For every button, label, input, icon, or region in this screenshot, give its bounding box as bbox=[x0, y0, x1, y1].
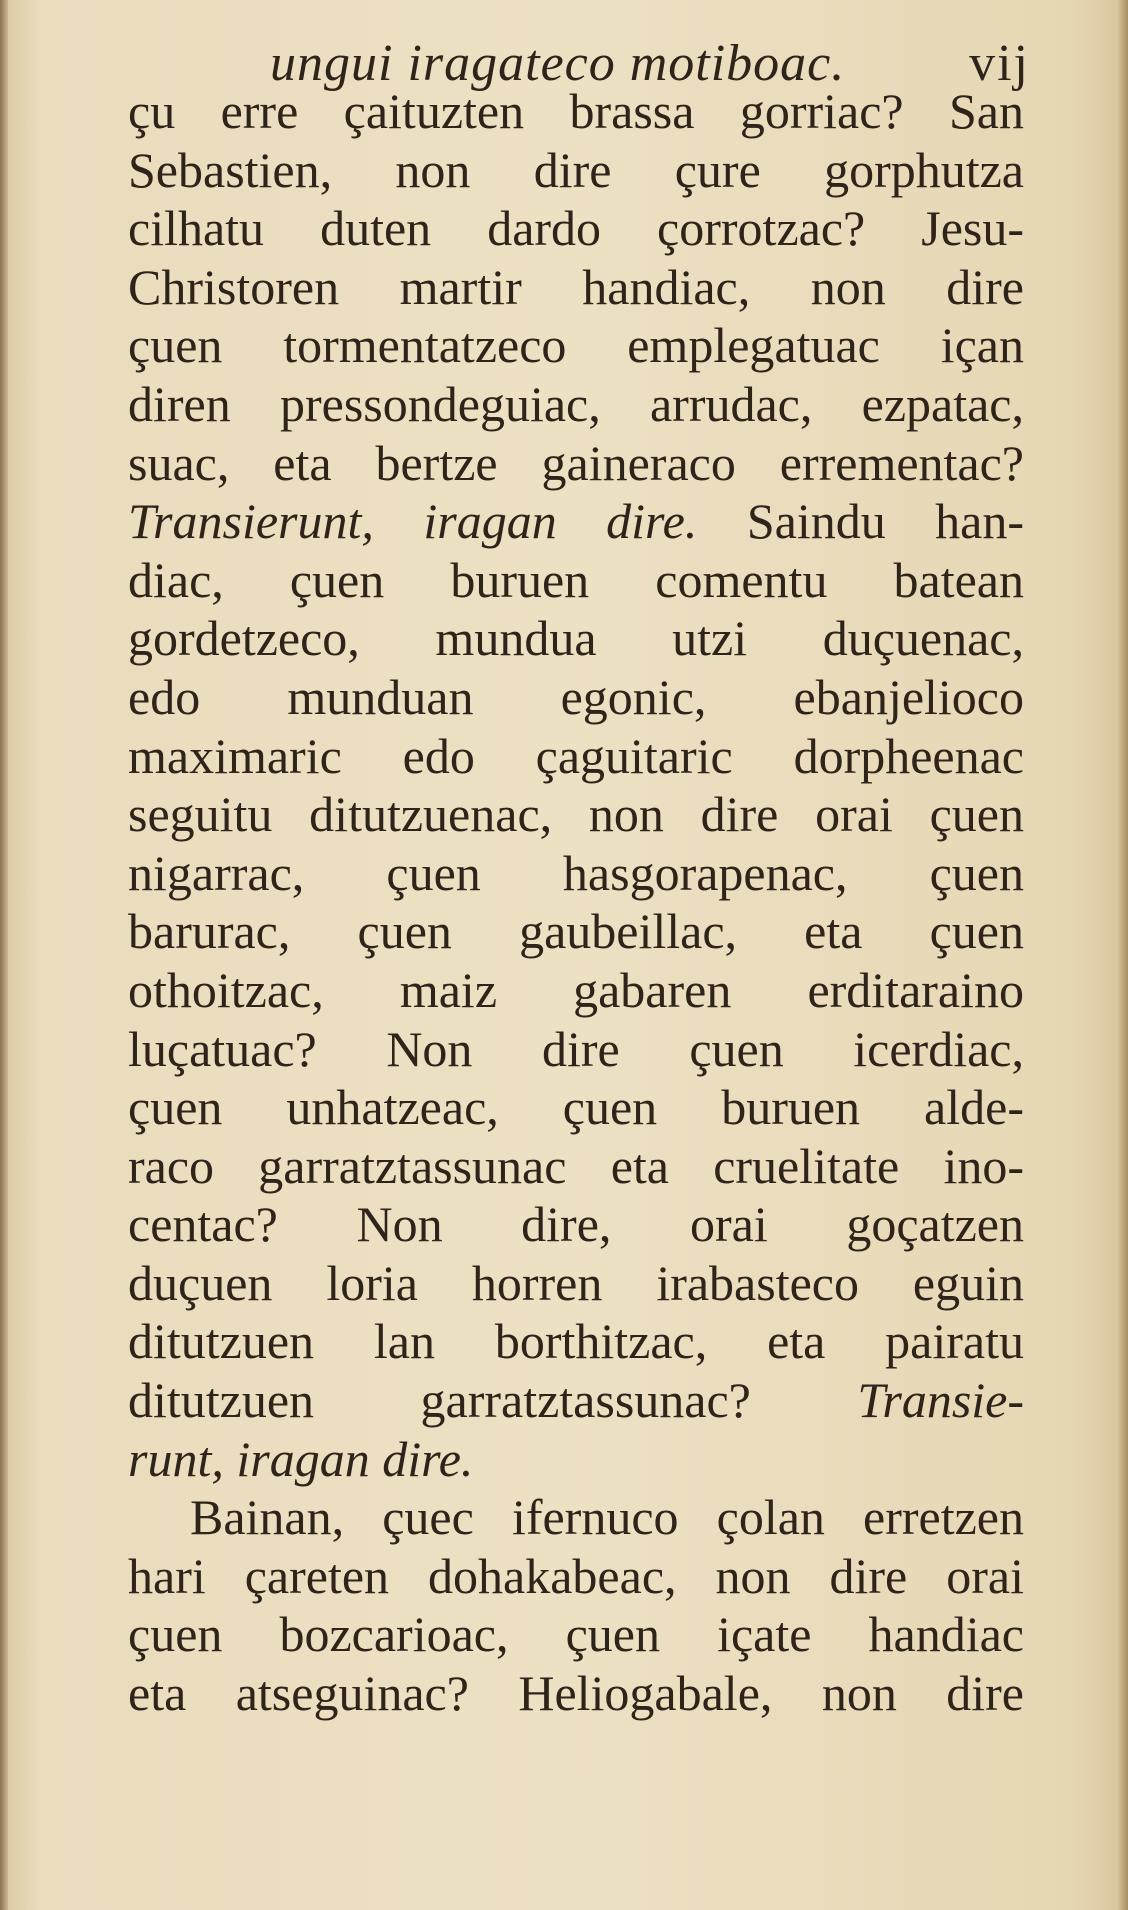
text-line: edo munduan egonic, ebanjelioco bbox=[128, 668, 1024, 725]
text-line: eta atseguinac? Heliogabale, non dire bbox=[128, 1665, 1024, 1722]
page-number: vij bbox=[969, 35, 1030, 92]
text-fragment: Saindu han- bbox=[746, 493, 1024, 550]
text-line: raco garratztassunac eta cruelitate ino- bbox=[128, 1137, 1024, 1194]
italic-phrase: iragan dire. bbox=[236, 1430, 474, 1487]
text-line: hari çareten dohakabeac, non dire orai bbox=[128, 1547, 1024, 1604]
text-line: barurac, çuen gaubeillac, eta çuen bbox=[128, 903, 1024, 960]
text-line: diac, çuen buruen comentu batean bbox=[128, 551, 1024, 608]
text-line: seguitu ditutzuenac, non dire orai çuen bbox=[128, 786, 1024, 843]
italic-phrase: iragan dire. bbox=[423, 493, 698, 550]
italic-phrase: runt, bbox=[128, 1430, 224, 1487]
text-line: Bainan, çuec ifernuco çolan erretzen bbox=[190, 1489, 1024, 1546]
text-line: cilhatu duten dardo çorrotzac? Jesu- bbox=[128, 200, 1024, 257]
text-line: luçatuac? Non dire çuen icerdiac, bbox=[128, 1020, 1024, 1077]
running-title: ungui iragateco motiboac. bbox=[270, 35, 846, 92]
text-line: gordetzeco, mundua utzi duçuenac, bbox=[128, 610, 1024, 667]
text-line: othoitzac, maiz gabaren erditaraino bbox=[128, 961, 1024, 1018]
text-line-mixed bbox=[128, 492, 1024, 551]
page-left-edge bbox=[0, 0, 8, 1910]
italic-phrase: Transie- bbox=[857, 1372, 1025, 1429]
text-fragment: ditutzuen garratztassunac? bbox=[128, 1372, 751, 1429]
text-line: çuen bozcarioac, çuen içate handiac bbox=[128, 1606, 1024, 1663]
text-line: nigarrac, çuen hasgorapenac, çuen bbox=[128, 844, 1024, 901]
text-line: ditutzuen lan borthitzac, eta pairatu bbox=[128, 1313, 1024, 1370]
text-line: suac, eta bertze gaineraco errementac? bbox=[128, 434, 1024, 491]
text-line: diren pressondeguiac, arrudac, ezpatac, bbox=[128, 375, 1024, 432]
body-text bbox=[128, 82, 1024, 1723]
text-line: centac? Non dire, orai goçatzen bbox=[128, 1196, 1024, 1253]
text-line-mixed bbox=[128, 1371, 1024, 1430]
page-right-edge bbox=[1118, 0, 1128, 1910]
italic-phrase: Transierunt, bbox=[128, 493, 374, 550]
text-line: duçuen loria horren irabasteco eguin bbox=[128, 1254, 1024, 1311]
text-line: maximaric edo çaguitaric dorpheenac bbox=[128, 727, 1024, 784]
text-line: Christoren martir handiac, non dire bbox=[128, 258, 1024, 315]
text-line: çuen tormentatzeco emplegatuac içan bbox=[128, 317, 1024, 374]
text-line: Sebastien, non dire çure gorphutza bbox=[128, 141, 1024, 198]
text-line: çu erre çaituzten brassa gorriac? San bbox=[128, 83, 1024, 139]
text-line-italic bbox=[128, 1430, 1024, 1489]
text-line: çuen unhatzeac, çuen buruen alde- bbox=[128, 1079, 1024, 1136]
